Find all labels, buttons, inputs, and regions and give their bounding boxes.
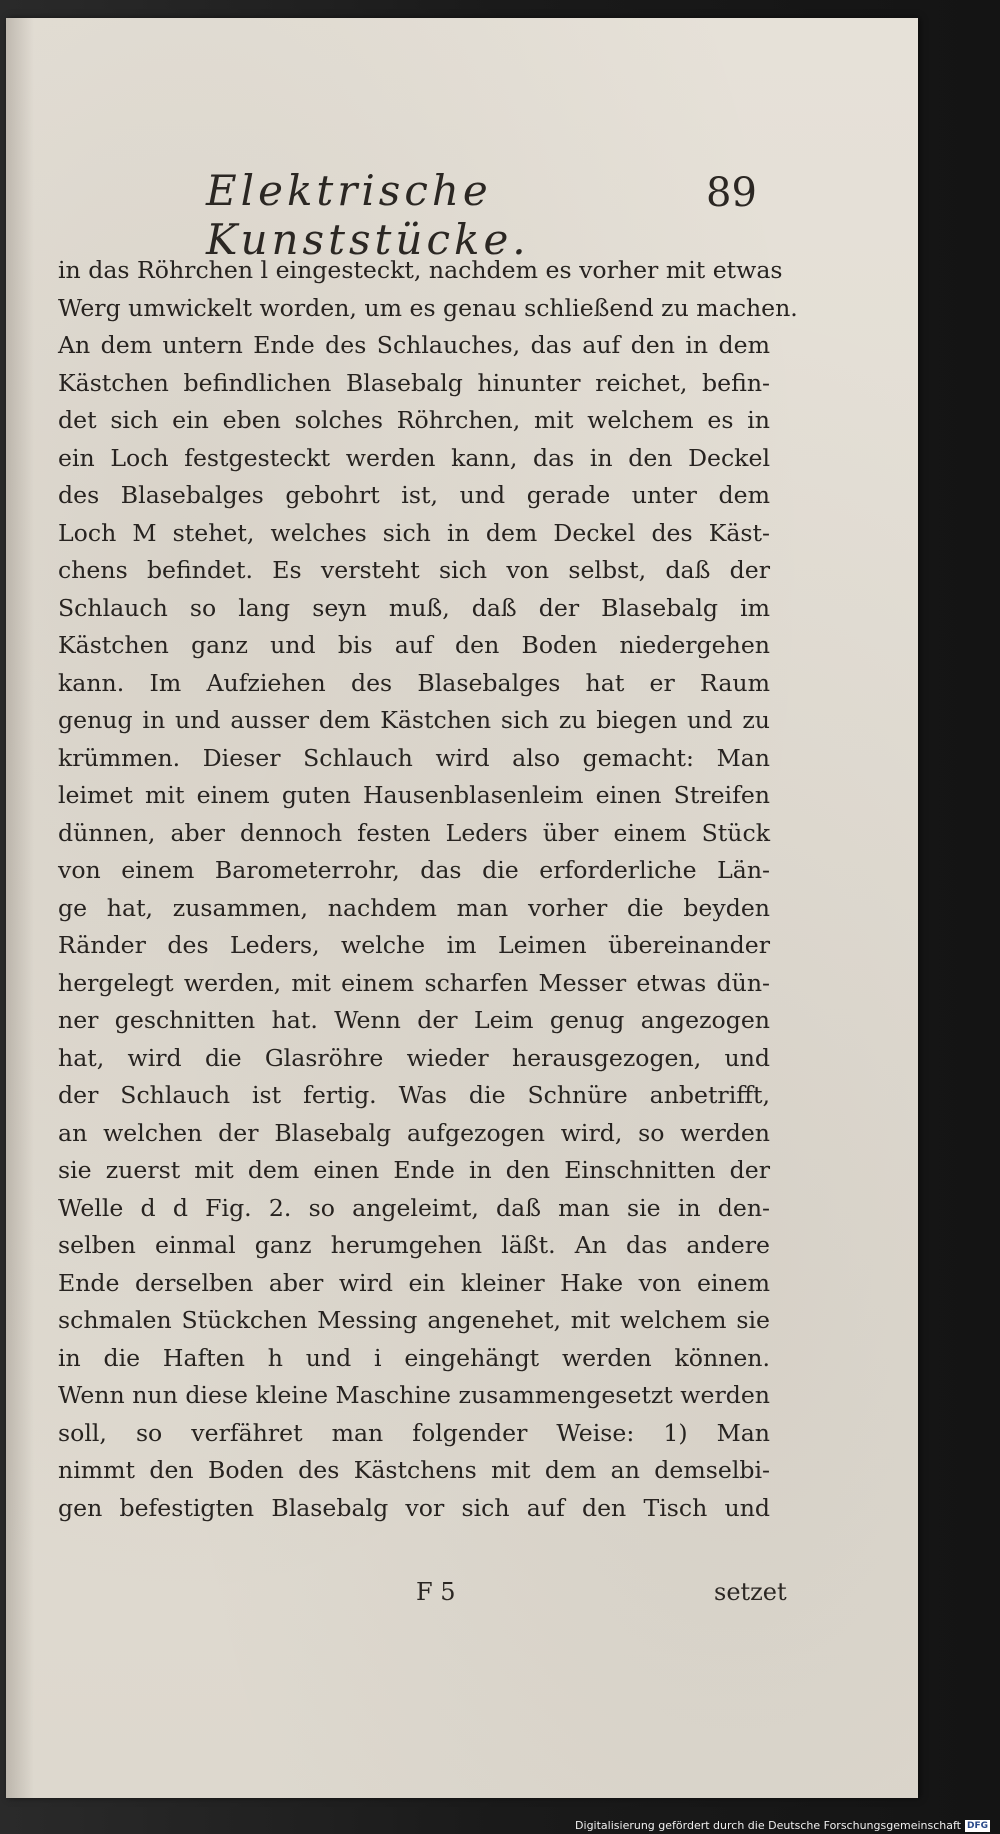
text-line: kann. Im Aufziehen des Blasebalges hat er Raum xyxy=(58,668,770,697)
credit-text: Digitalisierung gefördert durch die Deutsche Forschungsgemeinschaft xyxy=(575,1819,961,1832)
text-line: dünnen, aber dennoch festen Leders über einem Stück xyxy=(58,818,770,847)
text-line: An dem untern Ende des Schlauches, das auf den in dem xyxy=(58,331,770,359)
signature-mark: F 5 xyxy=(416,1578,456,1606)
text-line: chens befindet. Es versteht sich von selbst, daß der xyxy=(58,556,770,584)
text-line: krümmen. Dieser Schlauch wird also gemacht: Man xyxy=(58,743,770,772)
text-line: Werg umwickelt worden, um es genau schließend zu machen. xyxy=(58,293,798,322)
text-line: Ränder des Leders, welche im Leimen übereinander xyxy=(58,931,770,959)
text-line: ner geschnitten hat. Wenn der Leim genug angezogen xyxy=(58,1006,770,1034)
page-number: 89 xyxy=(706,170,757,216)
text-line: leimet mit einem guten Hausenblasenleim einen Streifen xyxy=(58,781,770,809)
text-line: in das Röhrchen l eingesteckt, nachdem es vorher mit etwas xyxy=(58,256,783,284)
text-line: nimmt den Boden des Kästchens mit dem an demselbi- xyxy=(58,1456,770,1484)
dfg-logo-icon: DFG xyxy=(966,1820,988,1831)
text-line: Schlauch so lang seyn muß, daß der Blasebalg im xyxy=(58,593,770,622)
text-line: gen befestigten Blasebalg vor sich auf den Tisch und xyxy=(58,1493,770,1522)
text-line: ein Loch festgesteckt werden kann, das in den Deckel xyxy=(58,443,770,472)
book-page xyxy=(6,18,918,1798)
text-line: an welchen der Blasebalg aufgezogen wird, so werden xyxy=(58,1118,770,1147)
text-line: soll, so verfähret man folgender Weise: 1) Man xyxy=(58,1418,770,1447)
text-line: in die Haften h und i eingehängt werden können. xyxy=(58,1343,770,1372)
digitization-credit xyxy=(575,1819,990,1832)
text-line: Loch M stehet, welches sich in dem Deckel des Käst- xyxy=(58,518,770,547)
catchword: setzet xyxy=(714,1578,787,1606)
text-line: hergelegt werden, mit einem scharfen Messer etwas dün- xyxy=(58,968,770,997)
body-text xyxy=(58,252,798,1527)
text-line: selben einmal ganz herumgehen läßt. An das andere xyxy=(58,1231,770,1259)
running-head: Elektrische Kunststücke. xyxy=(206,166,530,264)
text-line: des Blasebalges gebohrt ist, und gerade unter dem xyxy=(58,481,770,509)
text-line: von einem Barometerrohr, das die erforderliche Län- xyxy=(58,856,770,884)
text-line: Kästchen befindlichen Blasebalg hinunter reichet, befin- xyxy=(58,368,770,397)
text-line: sie zuerst mit dem einen Ende in den Einschnitten der xyxy=(58,1156,770,1184)
text-line: hat, wird die Glasröhre wieder herausgezogen, und xyxy=(58,1043,770,1072)
text-line: ge hat, zusammen, nachdem man vorher die beyden xyxy=(58,893,770,922)
text-line: Kästchen ganz und bis auf den Boden niedergehen xyxy=(58,631,770,659)
text-line: genug in und ausser dem Kästchen sich zu biegen und zu xyxy=(58,706,770,734)
text-line: det sich ein eben solches Röhrchen, mit welchem es in xyxy=(58,406,770,434)
text-line: Wenn nun diese kleine Maschine zusammengesetzt werden xyxy=(58,1381,770,1409)
text-line: schmalen Stückchen Messing angenehet, mit welchem sie xyxy=(58,1306,770,1334)
text-line: Ende derselben aber wird ein kleiner Hake von einem xyxy=(58,1268,770,1297)
text-line: der Schlauch ist fertig. Was die Schnüre anbetrifft, xyxy=(58,1081,770,1109)
text-line: Welle d d Fig. 2. so angeleimt, daß man sie in den- xyxy=(58,1193,770,1222)
